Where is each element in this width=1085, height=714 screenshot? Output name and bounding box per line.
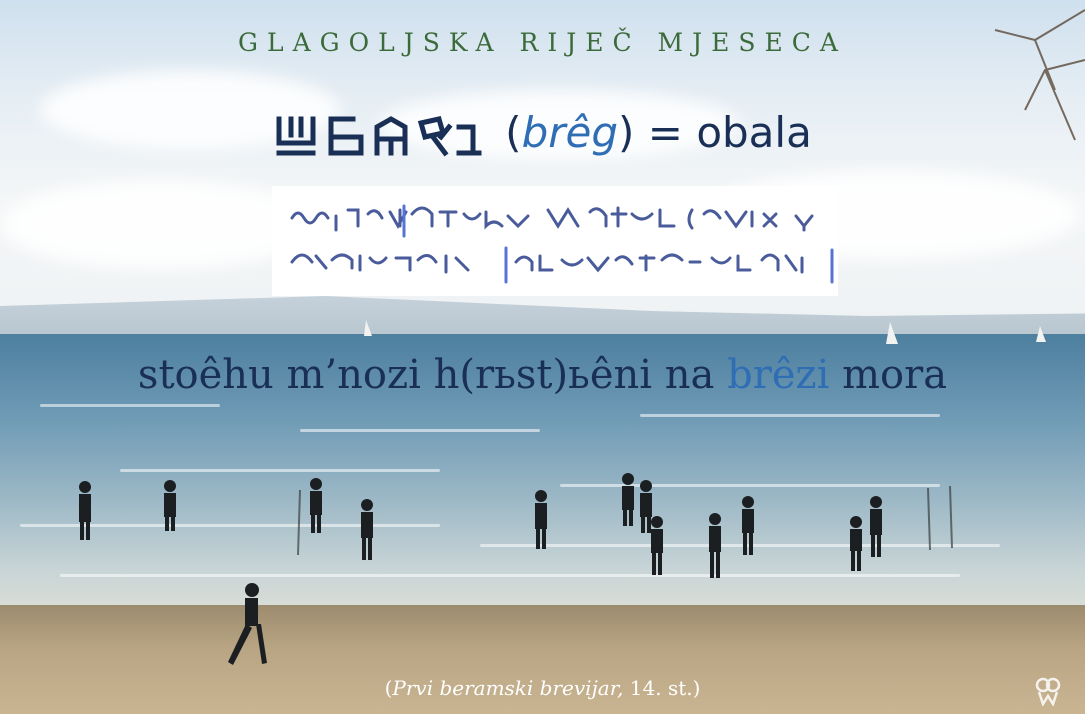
glagolitic-logo-icon xyxy=(1033,676,1063,706)
bather-figure xyxy=(640,480,652,533)
bather-figure xyxy=(310,478,322,533)
citation-source: Prvi beramski brevijar, xyxy=(392,676,624,700)
bather-figure xyxy=(164,480,176,531)
bather-figure xyxy=(361,499,373,560)
source-citation xyxy=(0,676,1085,700)
glagolitic-word-icon xyxy=(273,113,483,159)
equals-sign: = xyxy=(647,108,683,157)
bather-figure xyxy=(651,516,663,575)
sentence-start: stoêhu m’nozi h(rьst)ьêni na xyxy=(137,352,728,398)
manuscript-excerpt xyxy=(272,186,838,296)
bather-figure xyxy=(850,516,862,571)
sentence-highlight-word: brêzi xyxy=(727,352,830,398)
bather-figure xyxy=(622,473,634,526)
bather-figure xyxy=(709,513,721,578)
bather-figure xyxy=(535,490,547,549)
bather-figure xyxy=(870,496,882,557)
manuscript-excerpt-icon xyxy=(272,186,838,296)
citation-open-paren: ( xyxy=(384,676,393,700)
close-paren: ) xyxy=(618,108,635,157)
page-title: GLAGOLJSKA RIJEČ MJESECA xyxy=(238,28,847,57)
runner-figure xyxy=(228,583,267,665)
word-of-month-line xyxy=(0,108,1085,159)
bather-figure xyxy=(79,481,91,540)
transliteration: brêg xyxy=(521,108,618,157)
bather-figure xyxy=(742,496,754,555)
citation-century: 14. st. xyxy=(623,676,693,700)
sentence-end: mora xyxy=(829,352,948,398)
open-paren: ( xyxy=(505,108,522,157)
sailboats xyxy=(364,320,1046,344)
citation-close-paren: ) xyxy=(692,676,701,700)
example-sentence xyxy=(0,352,1085,398)
word-meaning: obala xyxy=(696,108,812,157)
